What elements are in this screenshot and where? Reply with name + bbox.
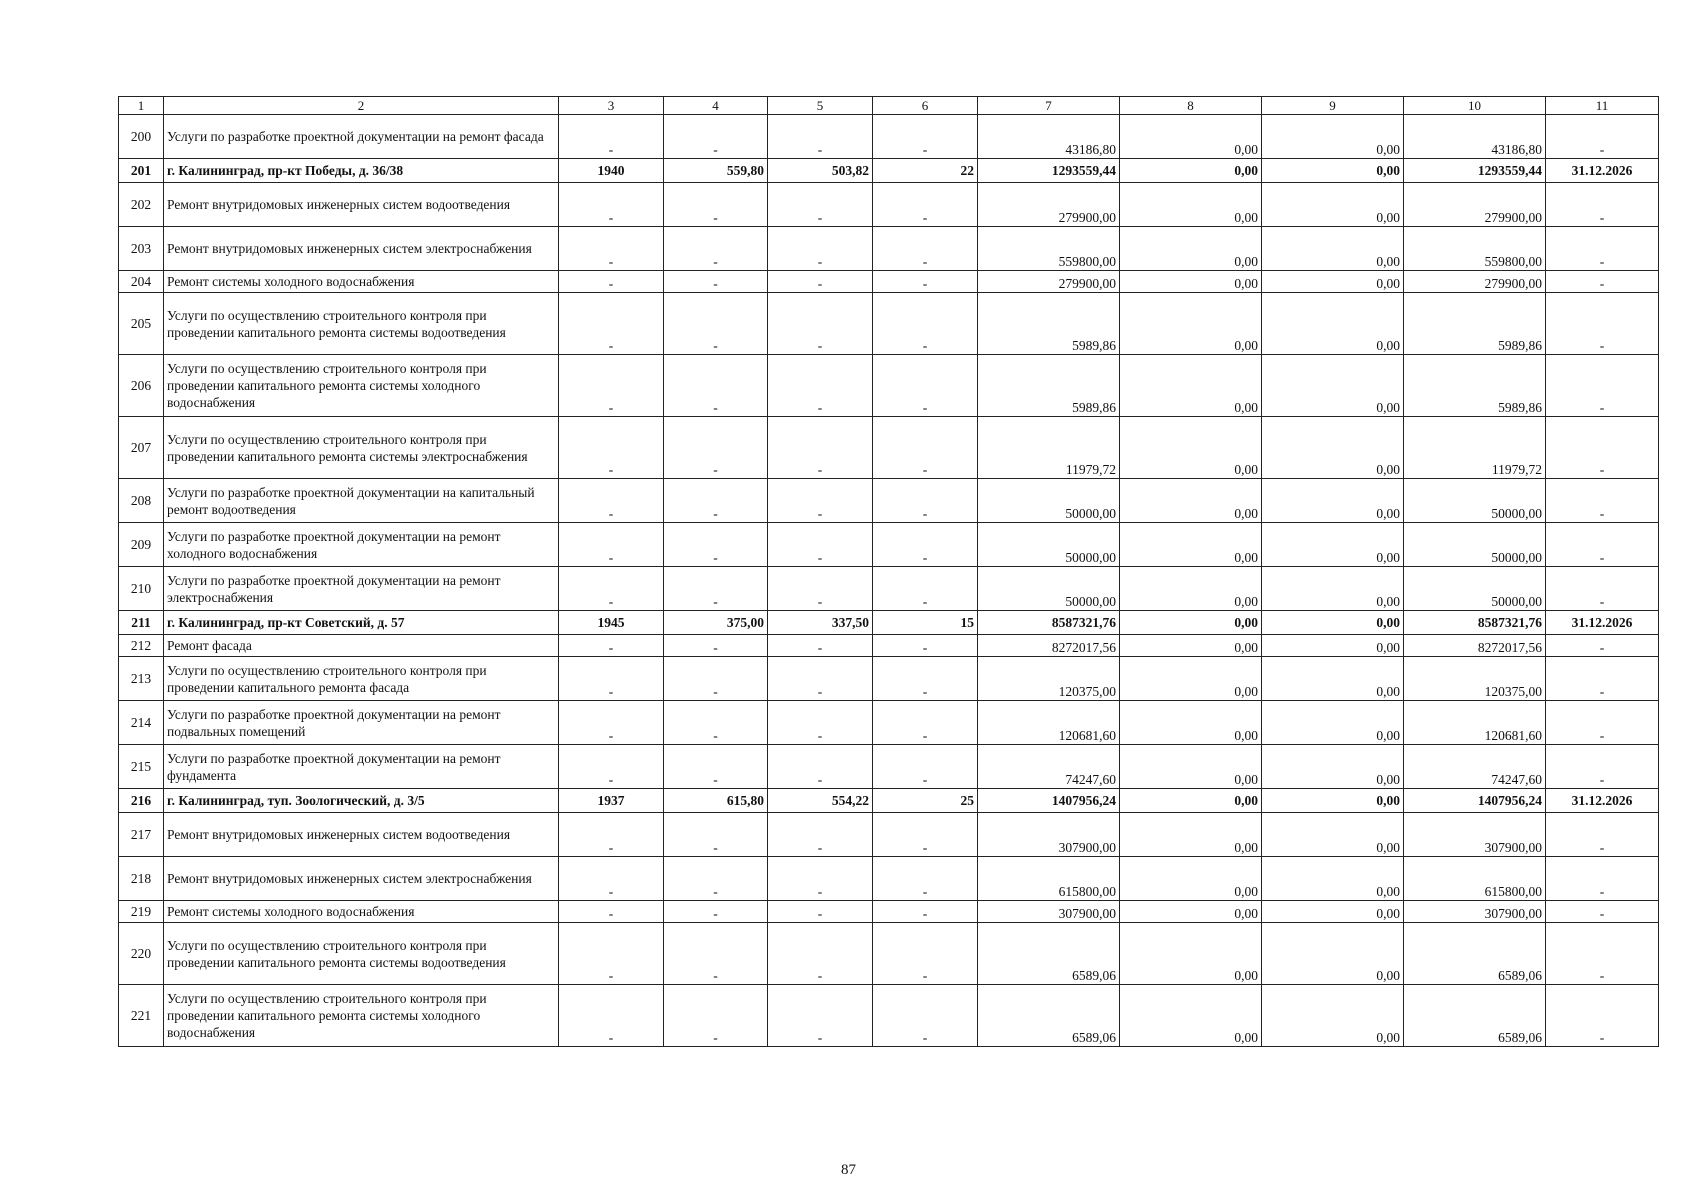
col-8-cell: 0,00 xyxy=(1120,159,1262,183)
col-3-cell: - xyxy=(559,183,664,227)
col-7-cell: 5989,86 xyxy=(978,355,1120,417)
col-4-cell: - xyxy=(664,183,768,227)
col-9-cell: 0,00 xyxy=(1262,745,1404,789)
work-item-row xyxy=(119,901,1659,923)
col-9-cell: 0,00 xyxy=(1262,857,1404,901)
work-item-row xyxy=(119,813,1659,857)
col-5-cell: - xyxy=(768,701,873,745)
col-5-cell: - xyxy=(768,657,873,701)
work-item-row xyxy=(119,923,1659,985)
address-row xyxy=(119,611,1659,635)
col-10-cell: 74247,60 xyxy=(1404,745,1546,789)
work-description: Ремонт внутридомовых инженерных систем электроснабжения xyxy=(164,857,559,901)
col-8-cell: 0,00 xyxy=(1120,611,1262,635)
col-3-cell: - xyxy=(559,985,664,1047)
col-10-cell: 559800,00 xyxy=(1404,227,1546,271)
col-6-cell: - xyxy=(873,701,978,745)
col-5-cell: - xyxy=(768,227,873,271)
row-number: 201 xyxy=(119,159,164,183)
col-3-cell: - xyxy=(559,901,664,923)
col-9-cell: 0,00 xyxy=(1262,567,1404,611)
work-item-row xyxy=(119,227,1659,271)
col-7-cell: 6589,06 xyxy=(978,985,1120,1047)
col-7-cell: 279900,00 xyxy=(978,183,1120,227)
work-description: Ремонт внутридомовых инженерных систем электроснабжения xyxy=(164,227,559,271)
work-description: Услуги по разработке проектной документации на ремонт электроснабжения xyxy=(164,567,559,611)
col-7-cell: 43186,80 xyxy=(978,115,1120,159)
col-11-cell: - xyxy=(1546,523,1659,567)
col-4-cell: - xyxy=(664,657,768,701)
col-11-cell: - xyxy=(1546,923,1659,985)
col-11-cell: - xyxy=(1546,183,1659,227)
col-10-cell: 1407956,24 xyxy=(1404,789,1546,813)
col-6-cell: - xyxy=(873,813,978,857)
col-11-cell: - xyxy=(1546,657,1659,701)
col-6-cell: - xyxy=(873,923,978,985)
row-number: 203 xyxy=(119,227,164,271)
col-9-cell: 0,00 xyxy=(1262,271,1404,293)
col-8-cell: 0,00 xyxy=(1120,813,1262,857)
col-4-cell: - xyxy=(664,635,768,657)
col-6-cell: - xyxy=(873,745,978,789)
col-11-cell: - xyxy=(1546,479,1659,523)
work-item-row xyxy=(119,567,1659,611)
row-number: 207 xyxy=(119,417,164,479)
col-9-cell: 0,00 xyxy=(1262,923,1404,985)
col-3-cell: - xyxy=(559,657,664,701)
col-header: 10 xyxy=(1404,97,1546,115)
col-3-cell: - xyxy=(559,701,664,745)
work-description: г. Калининград, пр-кт Советский, д. 57 xyxy=(164,611,559,635)
col-4-cell: - xyxy=(664,745,768,789)
work-description: Услуги по разработке проектной документации на ремонт холодного водоснабжения xyxy=(164,523,559,567)
row-number: 212 xyxy=(119,635,164,657)
col-10-cell: 50000,00 xyxy=(1404,479,1546,523)
col-9-cell: 0,00 xyxy=(1262,227,1404,271)
col-header: 3 xyxy=(559,97,664,115)
work-description: Ремонт внутридомовых инженерных систем водоотведения xyxy=(164,183,559,227)
row-number: 209 xyxy=(119,523,164,567)
col-3-cell: - xyxy=(559,293,664,355)
col-5-cell: - xyxy=(768,479,873,523)
col-4-cell: - xyxy=(664,857,768,901)
col-4-cell: - xyxy=(664,271,768,293)
work-item-row xyxy=(119,985,1659,1047)
col-4-cell: - xyxy=(664,417,768,479)
col-6-cell: - xyxy=(873,523,978,567)
work-description: г. Калининград, пр-кт Победы, д. 36/38 xyxy=(164,159,559,183)
work-item-row xyxy=(119,271,1659,293)
col-5-cell: - xyxy=(768,183,873,227)
row-number: 208 xyxy=(119,479,164,523)
row-number: 219 xyxy=(119,901,164,923)
work-description: Услуги по осуществлению строительного контроля при проведении капитального ремонта системы электроснабжения xyxy=(164,417,559,479)
col-8-cell: 0,00 xyxy=(1120,479,1262,523)
col-11-cell: - xyxy=(1546,985,1659,1047)
col-7-cell: 74247,60 xyxy=(978,745,1120,789)
row-number: 221 xyxy=(119,985,164,1047)
col-9-cell: 0,00 xyxy=(1262,985,1404,1047)
col-4-cell: 559,80 xyxy=(664,159,768,183)
row-number: 202 xyxy=(119,183,164,227)
col-8-cell: 0,00 xyxy=(1120,657,1262,701)
col-3-cell: - xyxy=(559,115,664,159)
work-item-row xyxy=(119,355,1659,417)
col-5-cell: - xyxy=(768,293,873,355)
col-6-cell: - xyxy=(873,293,978,355)
col-5-cell: - xyxy=(768,417,873,479)
col-6-cell: - xyxy=(873,567,978,611)
col-5-cell: 337,50 xyxy=(768,611,873,635)
col-10-cell: 120375,00 xyxy=(1404,657,1546,701)
work-description: Услуги по осуществлению строительного контроля при проведении капитального ремонта системы холодного водоснабжения xyxy=(164,355,559,417)
col-7-cell: 120681,60 xyxy=(978,701,1120,745)
col-10-cell: 279900,00 xyxy=(1404,183,1546,227)
col-6-cell: - xyxy=(873,479,978,523)
col-11-cell: - xyxy=(1546,813,1659,857)
col-4-cell: - xyxy=(664,479,768,523)
col-6-cell: - xyxy=(873,355,978,417)
col-4-cell: - xyxy=(664,701,768,745)
col-6-cell: 25 xyxy=(873,789,978,813)
col-11-cell: - xyxy=(1546,857,1659,901)
col-11-cell: - xyxy=(1546,745,1659,789)
col-3-cell: - xyxy=(559,271,664,293)
col-header: 2 xyxy=(164,97,559,115)
col-7-cell: 120375,00 xyxy=(978,657,1120,701)
col-7-cell: 6589,06 xyxy=(978,923,1120,985)
col-11-cell: - xyxy=(1546,293,1659,355)
row-number: 218 xyxy=(119,857,164,901)
col-7-cell: 559800,00 xyxy=(978,227,1120,271)
col-11-cell: - xyxy=(1546,355,1659,417)
col-8-cell: 0,00 xyxy=(1120,635,1262,657)
col-7-cell: 8587321,76 xyxy=(978,611,1120,635)
col-3-cell: - xyxy=(559,227,664,271)
col-9-cell: 0,00 xyxy=(1262,355,1404,417)
col-9-cell: 0,00 xyxy=(1262,901,1404,923)
col-4-cell: - xyxy=(664,115,768,159)
col-4-cell: - xyxy=(664,567,768,611)
col-9-cell: 0,00 xyxy=(1262,789,1404,813)
col-4-cell: - xyxy=(664,985,768,1047)
col-11-cell: - xyxy=(1546,115,1659,159)
register-sheet xyxy=(118,96,1659,1047)
col-10-cell: 120681,60 xyxy=(1404,701,1546,745)
col-5-cell: - xyxy=(768,271,873,293)
row-number: 214 xyxy=(119,701,164,745)
col-6-cell: - xyxy=(873,657,978,701)
capital-repair-table xyxy=(118,96,1659,1047)
work-description: Ремонт системы холодного водоснабжения xyxy=(164,901,559,923)
col-4-cell: - xyxy=(664,355,768,417)
col-6-cell: - xyxy=(873,417,978,479)
col-8-cell: 0,00 xyxy=(1120,523,1262,567)
address-row xyxy=(119,789,1659,813)
work-description: Ремонт системы холодного водоснабжения xyxy=(164,271,559,293)
work-item-row xyxy=(119,479,1659,523)
col-6-cell: - xyxy=(873,183,978,227)
col-7-cell: 5989,86 xyxy=(978,293,1120,355)
col-8-cell: 0,00 xyxy=(1120,857,1262,901)
col-3-cell: 1937 xyxy=(559,789,664,813)
col-3-cell: 1945 xyxy=(559,611,664,635)
col-5-cell: - xyxy=(768,355,873,417)
col-5-cell: - xyxy=(768,857,873,901)
col-6-cell: - xyxy=(873,857,978,901)
col-header: 4 xyxy=(664,97,768,115)
work-item-row xyxy=(119,183,1659,227)
work-item-row xyxy=(119,857,1659,901)
col-6-cell: - xyxy=(873,901,978,923)
row-number: 217 xyxy=(119,813,164,857)
address-row xyxy=(119,159,1659,183)
col-3-cell: - xyxy=(559,857,664,901)
col-5-cell: - xyxy=(768,985,873,1047)
col-9-cell: 0,00 xyxy=(1262,657,1404,701)
col-6-cell: - xyxy=(873,635,978,657)
col-5-cell: - xyxy=(768,745,873,789)
col-header: 5 xyxy=(768,97,873,115)
col-8-cell: 0,00 xyxy=(1120,745,1262,789)
col-4-cell: - xyxy=(664,901,768,923)
col-11-cell: 31.12.2026 xyxy=(1546,159,1659,183)
column-number-header xyxy=(119,97,1659,115)
col-8-cell: 0,00 xyxy=(1120,271,1262,293)
work-item-row xyxy=(119,701,1659,745)
col-9-cell: 0,00 xyxy=(1262,417,1404,479)
col-10-cell: 6589,06 xyxy=(1404,923,1546,985)
work-item-row xyxy=(119,635,1659,657)
col-9-cell: 0,00 xyxy=(1262,701,1404,745)
col-5-cell: - xyxy=(768,635,873,657)
col-5-cell: - xyxy=(768,523,873,567)
col-header: 6 xyxy=(873,97,978,115)
col-8-cell: 0,00 xyxy=(1120,115,1262,159)
work-description: Услуги по разработке проектной документации на ремонт подвальных помещений xyxy=(164,701,559,745)
work-description: Ремонт фасада xyxy=(164,635,559,657)
col-7-cell: 8272017,56 xyxy=(978,635,1120,657)
col-10-cell: 6589,06 xyxy=(1404,985,1546,1047)
col-11-cell: - xyxy=(1546,567,1659,611)
row-number: 213 xyxy=(119,657,164,701)
col-10-cell: 307900,00 xyxy=(1404,901,1546,923)
work-description: Услуги по осуществлению строительного контроля при проведении капитального ремонта системы водоотведения xyxy=(164,293,559,355)
col-3-cell: - xyxy=(559,479,664,523)
col-6-cell: - xyxy=(873,271,978,293)
col-6-cell: 22 xyxy=(873,159,978,183)
row-number: 210 xyxy=(119,567,164,611)
col-7-cell: 50000,00 xyxy=(978,479,1120,523)
col-5-cell: - xyxy=(768,115,873,159)
col-11-cell: - xyxy=(1546,271,1659,293)
col-header: 1 xyxy=(119,97,164,115)
col-10-cell: 5989,86 xyxy=(1404,293,1546,355)
col-8-cell: 0,00 xyxy=(1120,567,1262,611)
col-8-cell: 0,00 xyxy=(1120,183,1262,227)
work-item-row xyxy=(119,657,1659,701)
row-number: 215 xyxy=(119,745,164,789)
col-4-cell: - xyxy=(664,293,768,355)
col-5-cell: - xyxy=(768,923,873,985)
col-8-cell: 0,00 xyxy=(1120,901,1262,923)
col-5-cell: - xyxy=(768,813,873,857)
col-7-cell: 279900,00 xyxy=(978,271,1120,293)
col-11-cell: - xyxy=(1546,417,1659,479)
col-8-cell: 0,00 xyxy=(1120,227,1262,271)
col-6-cell: - xyxy=(873,985,978,1047)
work-description: Услуги по разработке проектной документации на ремонт фундамента xyxy=(164,745,559,789)
table-body xyxy=(119,97,1659,1047)
col-10-cell: 50000,00 xyxy=(1404,567,1546,611)
col-4-cell: 615,80 xyxy=(664,789,768,813)
col-7-cell: 1407956,24 xyxy=(978,789,1120,813)
col-3-cell: - xyxy=(559,923,664,985)
col-10-cell: 8587321,76 xyxy=(1404,611,1546,635)
col-10-cell: 1293559,44 xyxy=(1404,159,1546,183)
col-10-cell: 279900,00 xyxy=(1404,271,1546,293)
work-description: Услуги по осуществлению строительного контроля при проведении капитального ремонта фасада xyxy=(164,657,559,701)
col-7-cell: 307900,00 xyxy=(978,813,1120,857)
work-description: Услуги по осуществлению строительного контроля при проведении капитального ремонта системы холодного водоснабжения xyxy=(164,985,559,1047)
col-7-cell: 50000,00 xyxy=(978,523,1120,567)
col-6-cell: - xyxy=(873,115,978,159)
col-5-cell: 503,82 xyxy=(768,159,873,183)
col-3-cell: - xyxy=(559,523,664,567)
col-9-cell: 0,00 xyxy=(1262,479,1404,523)
col-3-cell: - xyxy=(559,417,664,479)
col-header: 8 xyxy=(1120,97,1262,115)
work-item-row xyxy=(119,417,1659,479)
col-7-cell: 307900,00 xyxy=(978,901,1120,923)
col-5-cell: 554,22 xyxy=(768,789,873,813)
col-8-cell: 0,00 xyxy=(1120,355,1262,417)
row-number: 211 xyxy=(119,611,164,635)
col-9-cell: 0,00 xyxy=(1262,293,1404,355)
work-description: Услуги по осуществлению строительного контроля при проведении капитального ремонта системы водоотведения xyxy=(164,923,559,985)
col-3-cell: - xyxy=(559,745,664,789)
col-9-cell: 0,00 xyxy=(1262,611,1404,635)
work-description: Услуги по разработке проектной документации на капитальный ремонт водоотведения xyxy=(164,479,559,523)
col-7-cell: 50000,00 xyxy=(978,567,1120,611)
row-number: 216 xyxy=(119,789,164,813)
col-11-cell: 31.12.2026 xyxy=(1546,611,1659,635)
col-10-cell: 50000,00 xyxy=(1404,523,1546,567)
col-8-cell: 0,00 xyxy=(1120,985,1262,1047)
col-11-cell: - xyxy=(1546,227,1659,271)
col-8-cell: 0,00 xyxy=(1120,701,1262,745)
col-10-cell: 11979,72 xyxy=(1404,417,1546,479)
work-description: Услуги по разработке проектной документации на ремонт фасада xyxy=(164,115,559,159)
work-description: Ремонт внутридомовых инженерных систем водоотведения xyxy=(164,813,559,857)
row-number: 204 xyxy=(119,271,164,293)
col-7-cell: 615800,00 xyxy=(978,857,1120,901)
col-4-cell: 375,00 xyxy=(664,611,768,635)
col-5-cell: - xyxy=(768,901,873,923)
col-header: 9 xyxy=(1262,97,1404,115)
col-8-cell: 0,00 xyxy=(1120,417,1262,479)
col-9-cell: 0,00 xyxy=(1262,159,1404,183)
col-7-cell: 11979,72 xyxy=(978,417,1120,479)
col-5-cell: - xyxy=(768,567,873,611)
col-6-cell: - xyxy=(873,227,978,271)
col-8-cell: 0,00 xyxy=(1120,789,1262,813)
col-3-cell: - xyxy=(559,635,664,657)
col-3-cell: - xyxy=(559,567,664,611)
col-11-cell: - xyxy=(1546,635,1659,657)
col-10-cell: 5989,86 xyxy=(1404,355,1546,417)
work-description: г. Калининград, туп. Зоологический, д. 3/5 xyxy=(164,789,559,813)
col-4-cell: - xyxy=(664,813,768,857)
col-3-cell: - xyxy=(559,355,664,417)
work-item-row xyxy=(119,293,1659,355)
work-item-row xyxy=(119,745,1659,789)
col-9-cell: 0,00 xyxy=(1262,183,1404,227)
col-4-cell: - xyxy=(664,227,768,271)
col-6-cell: 15 xyxy=(873,611,978,635)
col-9-cell: 0,00 xyxy=(1262,115,1404,159)
work-item-row xyxy=(119,115,1659,159)
col-3-cell: 1940 xyxy=(559,159,664,183)
row-number: 205 xyxy=(119,293,164,355)
col-11-cell: - xyxy=(1546,701,1659,745)
col-header: 11 xyxy=(1546,97,1659,115)
col-header: 7 xyxy=(978,97,1120,115)
col-11-cell: 31.12.2026 xyxy=(1546,789,1659,813)
col-8-cell: 0,00 xyxy=(1120,293,1262,355)
col-10-cell: 615800,00 xyxy=(1404,857,1546,901)
col-9-cell: 0,00 xyxy=(1262,635,1404,657)
page-number: 87 xyxy=(841,1162,856,1178)
col-9-cell: 0,00 xyxy=(1262,523,1404,567)
col-10-cell: 307900,00 xyxy=(1404,813,1546,857)
col-8-cell: 0,00 xyxy=(1120,923,1262,985)
work-item-row xyxy=(119,523,1659,567)
row-number: 206 xyxy=(119,355,164,417)
col-9-cell: 0,00 xyxy=(1262,813,1404,857)
row-number: 200 xyxy=(119,115,164,159)
col-10-cell: 43186,80 xyxy=(1404,115,1546,159)
col-3-cell: - xyxy=(559,813,664,857)
col-10-cell: 8272017,56 xyxy=(1404,635,1546,657)
col-7-cell: 1293559,44 xyxy=(978,159,1120,183)
col-11-cell: - xyxy=(1546,901,1659,923)
col-4-cell: - xyxy=(664,523,768,567)
row-number: 220 xyxy=(119,923,164,985)
col-4-cell: - xyxy=(664,923,768,985)
